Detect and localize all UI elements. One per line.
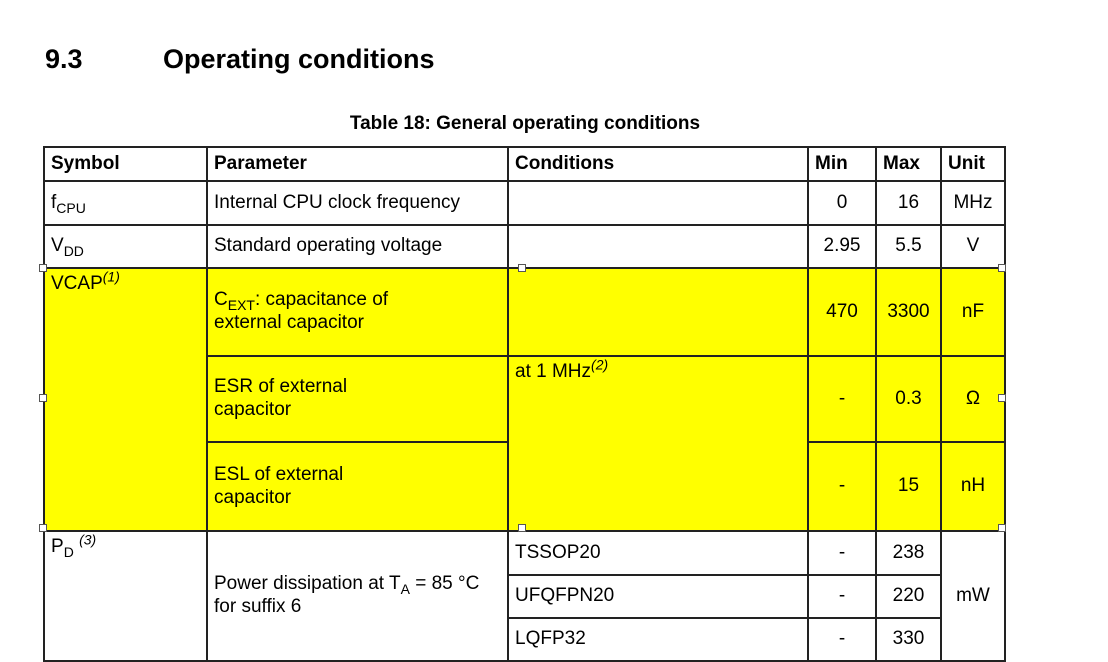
param-vdd: Standard operating voltage [207, 225, 508, 268]
cond-vdd [508, 225, 808, 268]
cond-esr-esl: at 1 MHz$^{(2)}$ [508, 356, 808, 531]
param-fcpu: Internal CPU clock frequency [207, 181, 508, 225]
symbol-pd: $P_D$ $^{(3)}$ [44, 531, 207, 661]
param-esr: ESR of external capacitor [207, 356, 508, 442]
min-esl: - [808, 442, 876, 531]
max-cext: 3300 [876, 268, 941, 356]
max-vdd: 5.5 [876, 225, 941, 268]
selection-handle-middle-right[interactable] [998, 394, 1006, 402]
cond-cext [508, 268, 808, 356]
param-esl: ESL of external capacitor [207, 442, 508, 531]
max-lqfp32: 330 [876, 618, 941, 661]
max-tssop20: 238 [876, 531, 941, 575]
unit-fcpu: MHz [941, 181, 1005, 225]
symbol-vcap: VCAP$^{(1)}$ [44, 268, 207, 531]
unit-cext: nF [941, 268, 1005, 356]
table-row-vdd [44, 225, 1005, 268]
table-caption: Table 18: General operating conditions [349, 113, 701, 134]
unit-esr: Ω [941, 356, 1005, 442]
section-title: Operating conditions [163, 44, 435, 74]
table-header-row [44, 147, 1005, 181]
max-ufqfpn20: 220 [876, 575, 941, 618]
max-fcpu: 16 [876, 181, 941, 225]
header-parameter: Parameter [207, 147, 508, 181]
param-cext: $C_{EXT}$: capacitance of external capacitor [207, 268, 508, 356]
unit-pd: mW [941, 531, 1005, 661]
min-cext: 470 [808, 268, 876, 356]
cond-tssop20: TSSOP20 [508, 531, 808, 575]
header-min: Min [808, 147, 876, 181]
max-esl: 15 [876, 442, 941, 531]
header-max: Max [876, 147, 941, 181]
unit-esl: nH [941, 442, 1005, 531]
selection-handle-bottom-right[interactable] [998, 524, 1006, 532]
max-esr: 0.3 [876, 356, 941, 442]
unit-vdd: V [941, 225, 1005, 268]
selection-handle-middle-left[interactable] [39, 394, 47, 402]
min-esr: - [808, 356, 876, 442]
selection-handle-bottom-middle[interactable] [518, 524, 526, 532]
selection-handle-top-left[interactable] [39, 264, 47, 272]
symbol-fcpu: $f_{CPU}$ [44, 181, 207, 225]
cond-fcpu [508, 181, 808, 225]
header-conditions: Conditions [508, 147, 808, 181]
table-row-fcpu [44, 181, 1005, 225]
cond-lqfp32: LQFP32 [508, 618, 808, 661]
min-ufqfpn20: - [808, 575, 876, 618]
header-unit: Unit [941, 147, 1005, 181]
param-pd: Power dissipation at $T_A = 85$ °C for suffix 6 [207, 531, 508, 661]
symbol-vdd: $V_{DD}$ [44, 225, 207, 268]
selection-handle-bottom-left[interactable] [39, 524, 47, 532]
section-number: 9.3 [45, 44, 83, 74]
header-symbol: Symbol [44, 147, 207, 181]
table-row-pd-tssop20 [44, 531, 1005, 575]
min-fcpu: 0 [808, 181, 876, 225]
selection-handle-top-middle[interactable] [518, 264, 526, 272]
operating-conditions-table [43, 146, 1006, 662]
min-vdd: 2.95 [808, 225, 876, 268]
selection-handle-top-right[interactable] [998, 264, 1006, 272]
min-lqfp32: - [808, 618, 876, 661]
cond-ufqfpn20: UFQFPN20 [508, 575, 808, 618]
min-tssop20: - [808, 531, 876, 575]
table-row-vcap-cext [44, 268, 1005, 356]
